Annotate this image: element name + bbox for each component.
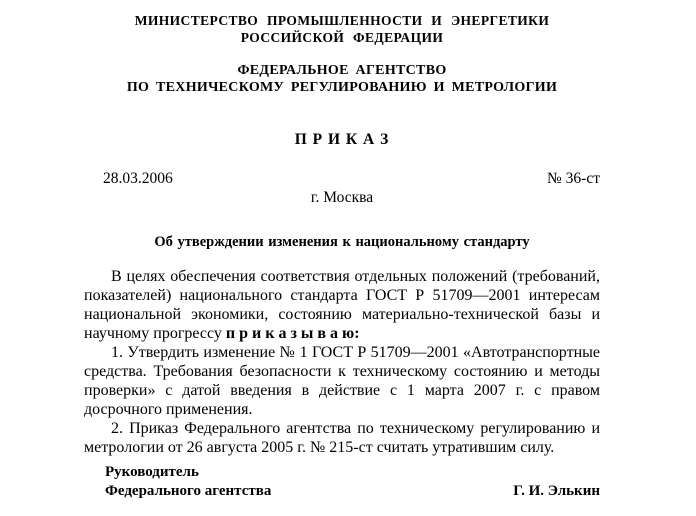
paragraph-3: 2. Приказ Федерального агентства по техническому регулированию и метрологии от 26 августа 2005 г. № 215-ст считать утратившим силу. <box>84 420 600 456</box>
agency-name <box>84 62 600 96</box>
order-subject: Об утверждении изменения к национальному стандарту <box>154 234 530 250</box>
ministry-name <box>84 12 600 46</box>
order-body <box>84 267 600 457</box>
paragraph-1-text: В целях обеспечения соответствия отдельных положений (требований, показателей) национального стандарта ГОСТ Р 51709—2001 интересам национальной экономики, состоянию материально-технической базы и научному прогрессу <box>84 268 600 342</box>
order-place: г. Москва <box>310 189 374 206</box>
signatory-name: Г. И. Элькин <box>513 482 600 499</box>
signatory-position-line1: Руководитель <box>105 464 199 480</box>
ministry-name-line2: РОССИЙСКОЙ ФЕДЕРАЦИИ <box>240 30 444 45</box>
agency-name-line2: ПО ТЕХНИЧЕСКОМУ РЕГУЛИРОВАНИЮ И МЕТРОЛОГИИ <box>126 80 558 95</box>
signature-block <box>84 463 600 500</box>
prikazyvayu-emphasis: п р и к а з ы в а ю: <box>225 325 360 342</box>
ministry-name-line1: МИНИСТЕРСТВО ПРОМЫШЛЕННОСТИ И ЭНЕРГЕТИКИ <box>134 13 550 28</box>
order-date: 28.03.2006 <box>103 170 173 187</box>
signatory-position <box>105 463 271 500</box>
paragraph-1 <box>84 267 600 343</box>
agency-name-line1: ФЕДЕРАЛЬНОЕ АГЕНТСТВО <box>237 63 447 78</box>
doc-type-title: П Р И К А З <box>294 131 390 148</box>
paragraph-2: 1. Утвердить изменение № 1 ГОСТ Р 51709—2001 «Автотранспортные средства. Требования безопасности к техническому состоянию и методы проверки» с датой введения в действие с 1 марта 2007 г. с правом досрочного применения. <box>84 344 600 418</box>
order-number: № 36-ст <box>547 170 600 187</box>
date-number-row <box>84 169 600 188</box>
signatory-position-line2: Федерального агентства <box>105 482 272 499</box>
